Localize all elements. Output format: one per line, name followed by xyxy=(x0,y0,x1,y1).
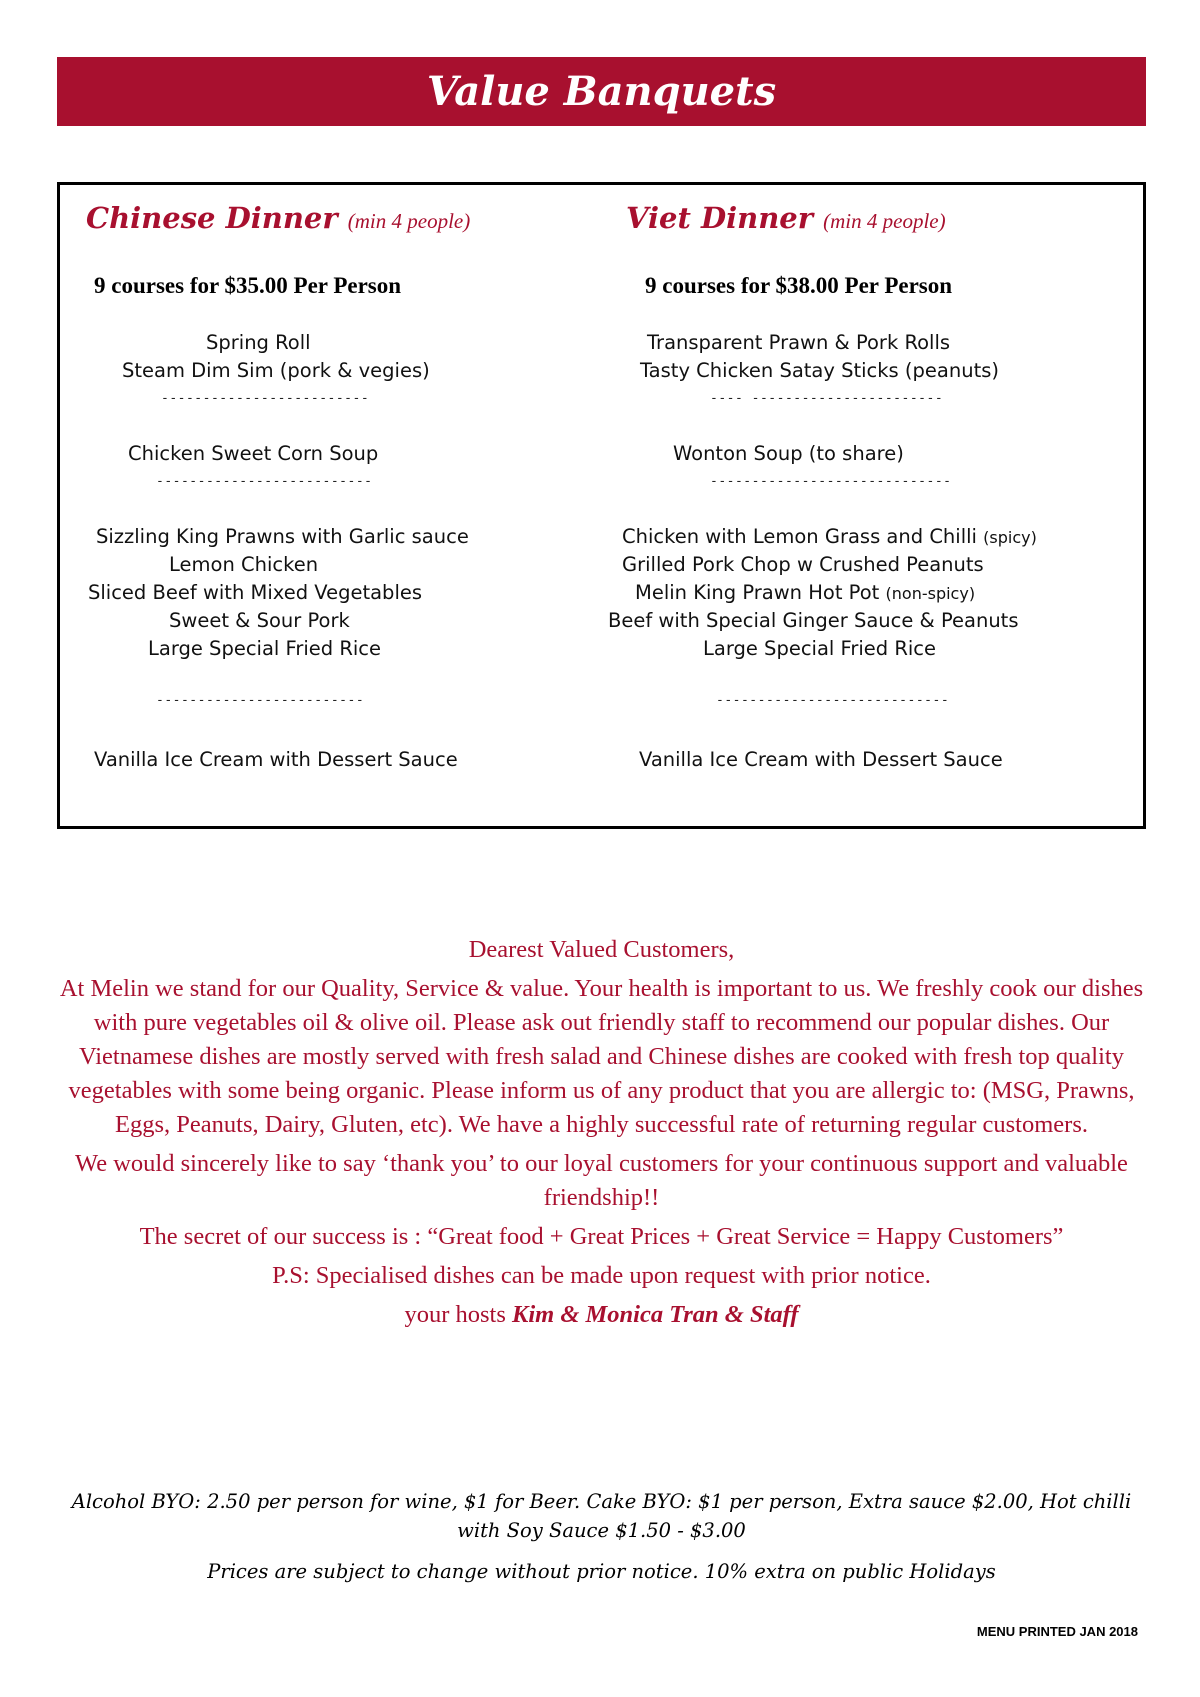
menu-item-name: Chicken with Lemon Grass and Chilli xyxy=(622,525,977,548)
hosts-prefix: your hosts xyxy=(404,1301,506,1328)
menu-item xyxy=(635,581,975,604)
menu-item: Chicken Sweet Corn Soup xyxy=(128,442,379,465)
menu-item: Large Special Fried Rice xyxy=(148,637,382,660)
non-spicy-note: (non-spicy) xyxy=(885,584,976,603)
divider: ----------------------------- xyxy=(710,474,952,489)
message-secret: The secret of our success is : “Great food + Great Prices + Great Service = Happy Customers” xyxy=(139,1223,1064,1250)
byo-note: Alcohol BYO: 2.50 per person for wine, $1 for Beer. Cake BYO: $1 per person, Extra sauce $2.00, Hot chilli with Soy Sauce $1.50 - $3.00 xyxy=(71,1490,1132,1542)
spicy-note: (spicy) xyxy=(983,528,1037,547)
divider: ------------------------- xyxy=(156,693,365,708)
menu-item: Sizzling King Prawns with Garlic sauce xyxy=(96,525,469,548)
menu-item: Sweet & Sour Pork xyxy=(169,609,350,632)
menu-item-name: Melin King Prawn Hot Pot xyxy=(635,581,880,604)
menu-item: Spring Roll xyxy=(206,331,311,354)
viet-dinner-title: Viet Dinner xyxy=(626,201,814,235)
banquet-menu-box xyxy=(57,182,1146,829)
chinese-dinner-min: (min 4 people) xyxy=(347,209,471,233)
chinese-dinner-title: Chinese Dinner xyxy=(86,201,338,235)
hosts-names: Kim & Monica Tran & Staff xyxy=(511,1301,799,1328)
message-paragraph: At Melin we stand for our Quality, Service & value. Your health is important to us. We freshly cook our dishes with pure vegetables oil & olive oil. Please ask out friendly staff to recommend our popular dishes. Our Vietnamese dishes are mostly served with fresh salad and Chinese dishes are cooked with fresh top quality vegetables with some being organic. Please inform us of any product that you are allergic to: (MSG, Prawns, Eggs, Peanuts, Dairy, Gluten, etc). We have a highly successful rate of returning regular customers. xyxy=(59,975,1144,1138)
viet-dinner-heading xyxy=(626,201,946,235)
message-greeting: Dearest Valued Customers, xyxy=(468,936,735,963)
customer-message xyxy=(57,933,1146,1337)
hosts-signature xyxy=(57,1298,1146,1332)
menu-item: Tasty Chicken Satay Sticks (peanuts) xyxy=(640,359,999,382)
divider: ---------------------------- xyxy=(716,693,950,708)
menu-item: Lemon Chicken xyxy=(169,553,319,576)
chinese-dinner-heading xyxy=(86,201,470,235)
message-thank-you: We would sincerely like to say ‘thank you’ to our loyal customers for your continuous support and valuable friendship!! xyxy=(75,1150,1128,1211)
divider: -------------------------- xyxy=(156,474,373,489)
menu-item xyxy=(622,525,1037,548)
viet-dinner-section xyxy=(600,185,1146,826)
viet-dinner-min: (min 4 people) xyxy=(823,209,946,233)
viet-courses-price: 9 courses for $38.00 Per Person xyxy=(645,273,953,298)
chinese-dinner-section xyxy=(60,185,600,826)
prices-note: Prices are subject to change without prior notice. 10% extra on public Holidays xyxy=(207,1560,996,1583)
menu-item: Steam Dim Sim (pork & vegies) xyxy=(122,359,430,382)
menu-item: Sliced Beef with Mixed Vegetables xyxy=(88,581,423,604)
menu-item: Transparent Prawn & Pork Rolls xyxy=(647,331,951,354)
menu-item: Large Special Fried Rice xyxy=(703,637,937,660)
menu-item: Vanilla Ice Cream with Dessert Sauce xyxy=(639,748,1003,771)
printed-date: MENU PRINTED JAN 2018 xyxy=(976,1624,1138,1639)
chinese-courses-price: 9 courses for $35.00 Per Person xyxy=(94,273,402,298)
menu-item: Grilled Pork Chop w Crushed Peanuts xyxy=(622,553,984,576)
divider: ------------------------- xyxy=(161,391,370,406)
message-ps: P.S: Specialised dishes can be made upon request with prior notice. xyxy=(272,1262,931,1289)
menu-item: Wonton Soup (to share) xyxy=(673,442,904,465)
divider: ---- ----------------------- xyxy=(710,391,944,406)
page-title: Value Banquets xyxy=(57,57,1146,126)
menu-item: Beef with Special Ginger Sauce & Peanuts xyxy=(608,609,1019,632)
menu-item: Vanilla Ice Cream with Dessert Sauce xyxy=(94,748,458,771)
